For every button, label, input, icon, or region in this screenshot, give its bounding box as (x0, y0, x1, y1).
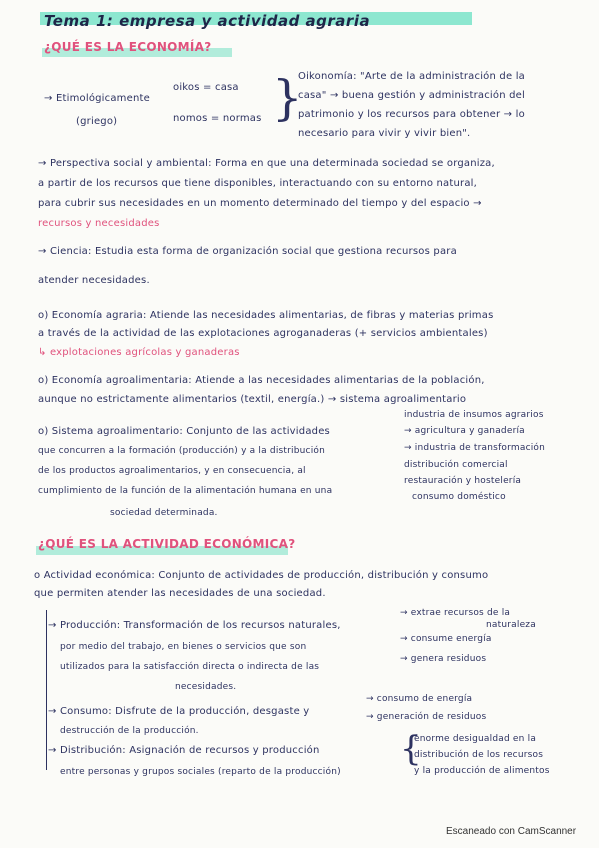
agraria-l2: a través de la actividad de las explotaciones agroganaderas (+ servicios ambientales) (38, 328, 488, 339)
tree-line (46, 610, 47, 770)
oikonomia-l1: Oikonomía: "Arte de la administración de la (298, 71, 525, 82)
produccion-r3: → genera residuos (400, 654, 487, 664)
consumo-r2: → generación de residuos (366, 712, 487, 722)
nomos-text: nomos = normas (173, 113, 262, 124)
distribucion-r1: enorme desigualdad en la (414, 734, 537, 744)
heading-economia: ¿QUÉ ES LA ECONOMÍA? (44, 40, 212, 54)
consumo-l2: destrucción de la producción. (60, 726, 199, 736)
consumo-r1: → consumo de energía (366, 694, 473, 704)
distribucion-l1: → Distribución: Asignación de recursos y producción (48, 745, 320, 756)
sistema-r3: → industria de transformación (404, 443, 546, 453)
perspectiva-l4: recursos y necesidades (38, 218, 160, 229)
sistema-l4: cumplimiento de la función de la alimentación humana en una (38, 486, 333, 496)
oikonomia-l4: necesario para vivir y vivir bien". (298, 128, 471, 139)
produccion-l3: utilizados para la satisfacción directa o indirecta de las (60, 662, 320, 672)
produccion-l2: por medio del trabajo, en bienes o servicios que son (60, 642, 307, 652)
sistema-r4: distribución comercial (404, 460, 508, 470)
scanner-watermark: Escaneado con CamScanner (446, 826, 577, 837)
perspectiva-l3: para cubrir sus necesidades en un momento determinado del tiempo y del espacio → (38, 198, 482, 209)
produccion-r1b: naturaleza (486, 620, 536, 630)
brace: } (272, 70, 303, 126)
agroalimentaria-l1: o) Economía agroalimentaria: Atiende a las necesidades alimentarias de la población, (38, 375, 485, 386)
sistema-l1: o) Sistema agroalimentario: Conjunto de las actividades (38, 426, 330, 437)
produccion-l4: necesidades. (175, 682, 237, 692)
perspectiva-l2: a partir de los recursos que tiene disponibles, interactuando con su entorno natural, (38, 178, 478, 189)
heading-actividad: ¿QUÉ ES LA ACTIVIDAD ECONÓMICA? (38, 537, 296, 551)
agroalimentaria-l2: aunque no estrictamente alimentarios (textil, energía.) → sistema agroalimentario (38, 394, 467, 405)
distribucion-l2: entre personas y grupos sociales (reparto de la producción) (60, 767, 341, 777)
sistema-r5: restauración y hostelería (404, 476, 522, 486)
sistema-l2: que concurren a la formación (producción) y a la distribución (38, 446, 326, 456)
sistema-r6: consumo doméstico (412, 492, 506, 502)
sistema-r1: industria de insumos agrarios (404, 410, 544, 420)
consumo-l1: → Consumo: Disfrute de la producción, desgaste y (48, 706, 310, 717)
ciencia-l1: → Ciencia: Estudia esta forma de organización social que gestiona recursos para (38, 246, 457, 257)
sistema-r2: → agricultura y ganadería (404, 426, 525, 436)
oikonomia-l3: patrimonio y los recursos para obtener → lo (298, 109, 525, 120)
agraria-l1: o) Economía agraria: Atiende las necesidades alimentarias, de fibras y materias primas (38, 310, 494, 321)
oikos-text: oikos = casa (173, 82, 239, 93)
etimo-sub: (griego) (76, 116, 118, 127)
brace-distribucion: { (400, 729, 422, 769)
produccion-r1: → extrae recursos de la (400, 608, 511, 618)
sistema-l5: sociedad determinada. (110, 508, 218, 518)
etimo-label: → Etimológicamente (44, 93, 150, 104)
perspectiva-l1: → Perspectiva social y ambiental: Forma en que una determinada sociedad se organiza, (38, 158, 495, 169)
agraria-l3: ↳ explotaciones agrícolas y ganaderas (38, 347, 240, 358)
actividad-l1: o Actividad económica: Conjunto de actividades de producción, distribución y consumo (34, 570, 489, 581)
distribucion-r2: distribución de los recursos (414, 750, 544, 760)
oikonomia-l2: casa" → buena gestión y administración del (298, 90, 525, 101)
ciencia-l2: atender necesidades. (38, 275, 150, 286)
produccion-r2: → consume energía (400, 634, 492, 644)
produccion-l1: → Producción: Transformación de los recursos naturales, (48, 620, 341, 631)
page-title: Tema 1: empresa y actividad agraria (44, 12, 371, 30)
actividad-l2: que permiten atender las necesidades de una sociedad. (34, 588, 326, 599)
distribucion-r3: y la producción de alimentos (414, 766, 550, 776)
sistema-l3: de los productos agroalimentarios, y en consecuencia, al (38, 466, 306, 476)
